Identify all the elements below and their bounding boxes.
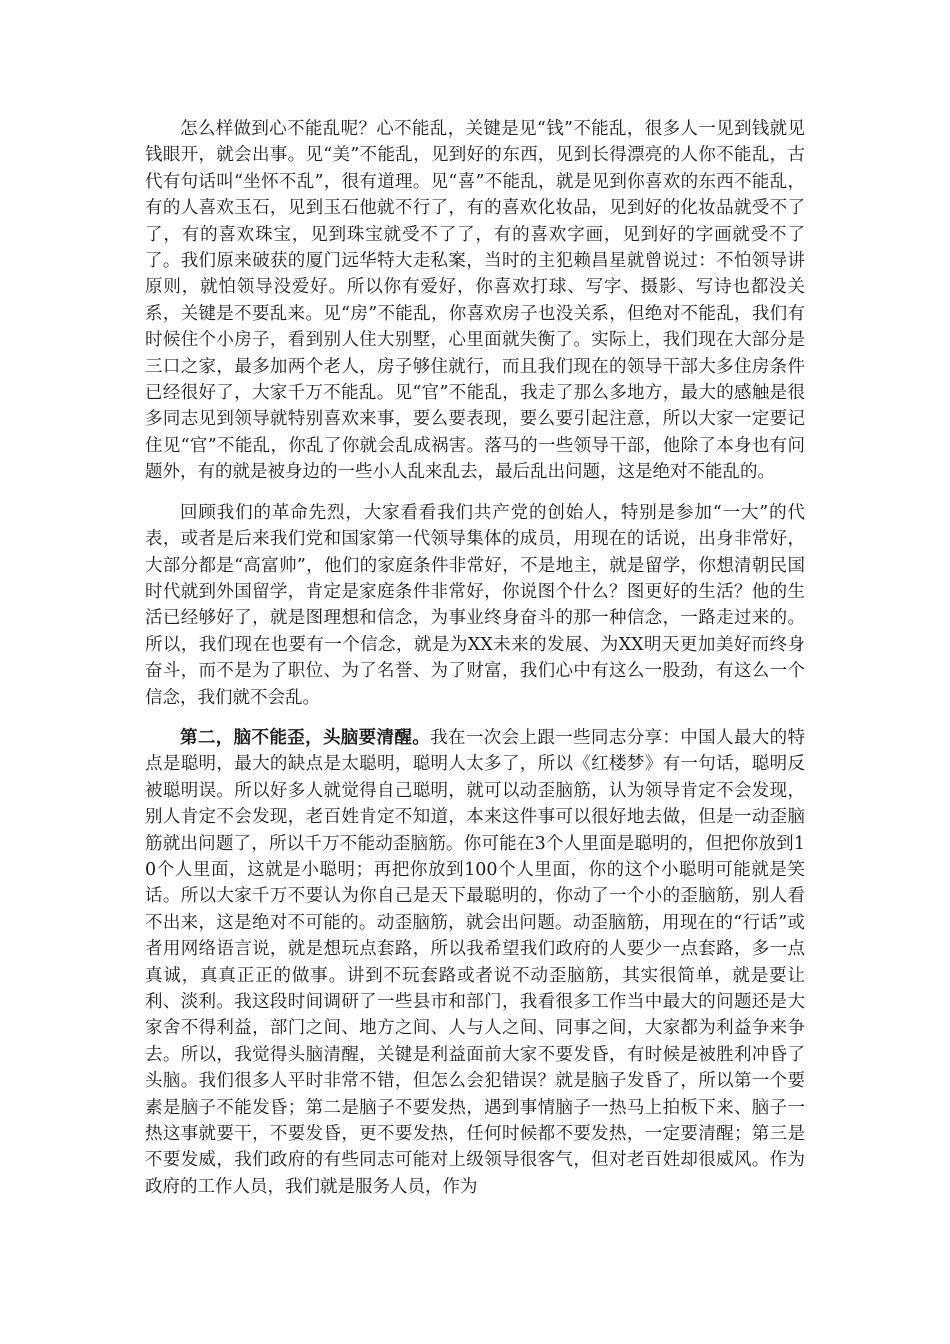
paragraph-text: 我在一次会上跟一些同志分享：中国人最大的特点是聪明，最大的缺点是太聪明，聪明人太多了，所以《红楼梦》有一句话，聪明反被聪明误。所以好多人就觉得自己聪明，就可以动歪脑筋，认为领导肯定不会发现，别人肯定不会发现，老百姓肯定不知道，本来这件事可以很好地去做，但是一动歪脑筋就出问题了，所以千万不能动歪脑筋。你可能在3个人里面是聪明的，但把你放到10个人里面，这就是小聪明；再把你放到100个人里面，你的这个小聪明可能就是笑话。所以大家千万不要认为你自己是天下最聪明的，你动了一个小的歪脑筋，别人看不出来，这是绝对不可能的。动歪脑筋，就会出问题。动歪脑筋，用现在的“行话”或者用网络语言说，就是想玩点套路，所以我希望我们政府的人要少一点套路，多一点真诚，真真正正的做事。讲到不玩套路或者说不动歪脑筋，其实很简单，就是要让利、淡利。我这段时间调研了一些县市和部门，我看很多工作当中最大的问题还是大家舍不得利益，部门之间、地方之间、人与人之间、同事之间，大家都为利益争来争去。所以，我觉得头脑清醒，关键是利益面前大家不要发昏，有时候是被胜利冲昏了头脑。我们很多人平时非常不错，但怎么会犯错误？就是脑子发昏了，所以第一个要素是脑子不能发昏；第二是脑子不要发热，遇到事情脑子一热马上拍板下来、脑子一热这事就要干，不要发昏，更不要发热，任何时候都不要发热，一定要清醒；第三是不要发威，我们政府的有些同志可能对上级领导很客气，但对老百姓却很威风。作为政府的工作人员，我们就是服务人员，作为 — [145, 727, 806, 1197]
paragraph-heart — [145, 116, 805, 486]
paragraph-revolutionaries — [145, 500, 805, 711]
paragraph-text: 回顾我们的革命先烈，大家看看我们共产党的创始人，特别是参加“一大”的代表，或者是后来我们党和国家第一代领导集体的成员，用现在的话说，出身非常好，大部分都是“高富帅”，他们的家庭条件非常好，不是地主，就是留学，你想清朝民国时代就到外国留学，肯定是家庭条件非常好，你说图个什么？图更好的生活？他的生活已经够好了，就是图理想和信念，为事业终身奋斗的那一种信念，一路走过来的。所以，我们现在也要有一个信念，就是为XX未来的发展、为XX明天更加美好而终身奋斗，而不是为了职位、为了名誉、为了财富，我们心中有这么一股劲，有这么一个信念，我们就不会乱。 — [145, 502, 805, 708]
paragraph-clear-mind — [145, 725, 805, 1200]
document-body — [145, 116, 805, 1214]
paragraph-text: 怎么样做到心不能乱呢？心不能乱，关键是见“钱”不能乱，很多人一见到钱就见钱眼开，就会出事。见“美”不能乱，见到好的东西，见到长得漂亮的人你不能乱，古代有句话叫“坐怀不乱”，很有道理。见“喜”不能乱，就是见到你喜欢的东西不能乱，有的人喜欢玉石，见到玉石他就不行了，有的喜欢化妆品，见到好的化妆品就受不了了，有的喜欢珠宝，见到珠宝就受不了了，有的喜欢字画，见到好的字画就受不了了。我们原来破获的厦门远华特大走私案，当时的主犯赖昌星就曾说过：不怕领导讲原则，就怕领导没爱好。所以你有爱好，你喜欢打球、写字、摄影、写诗也都没关系，关键是不要乱来。见“房”不能乱，你喜欢房子也没关系，但绝对不能乱，我们有时候住个小房子，看到别人住大别墅，心里面就失衡了。实际上，我们现在大部分是三口之家，最多加两个老人，房子够住就行，而且我们现在的领导干部大多住房条件已经很好了，大家千万不能乱。见“官”不能乱，我走了那么多地方，最大的感触是很多同志见到领导就特别喜欢来事，要么要表现，要么要引起注意，所以大家一定要记住见“官”不能乱，你乱了你就会乱成祸害。落马的一些领导干部，他除了本身也有问题外，有的就是被身边的一些小人乱来乱去，最后乱出问题，这是绝对不能乱的。 — [145, 119, 805, 483]
paragraph-lead-bold: 第二，脑不能歪，头脑要清醒。 — [180, 727, 431, 748]
